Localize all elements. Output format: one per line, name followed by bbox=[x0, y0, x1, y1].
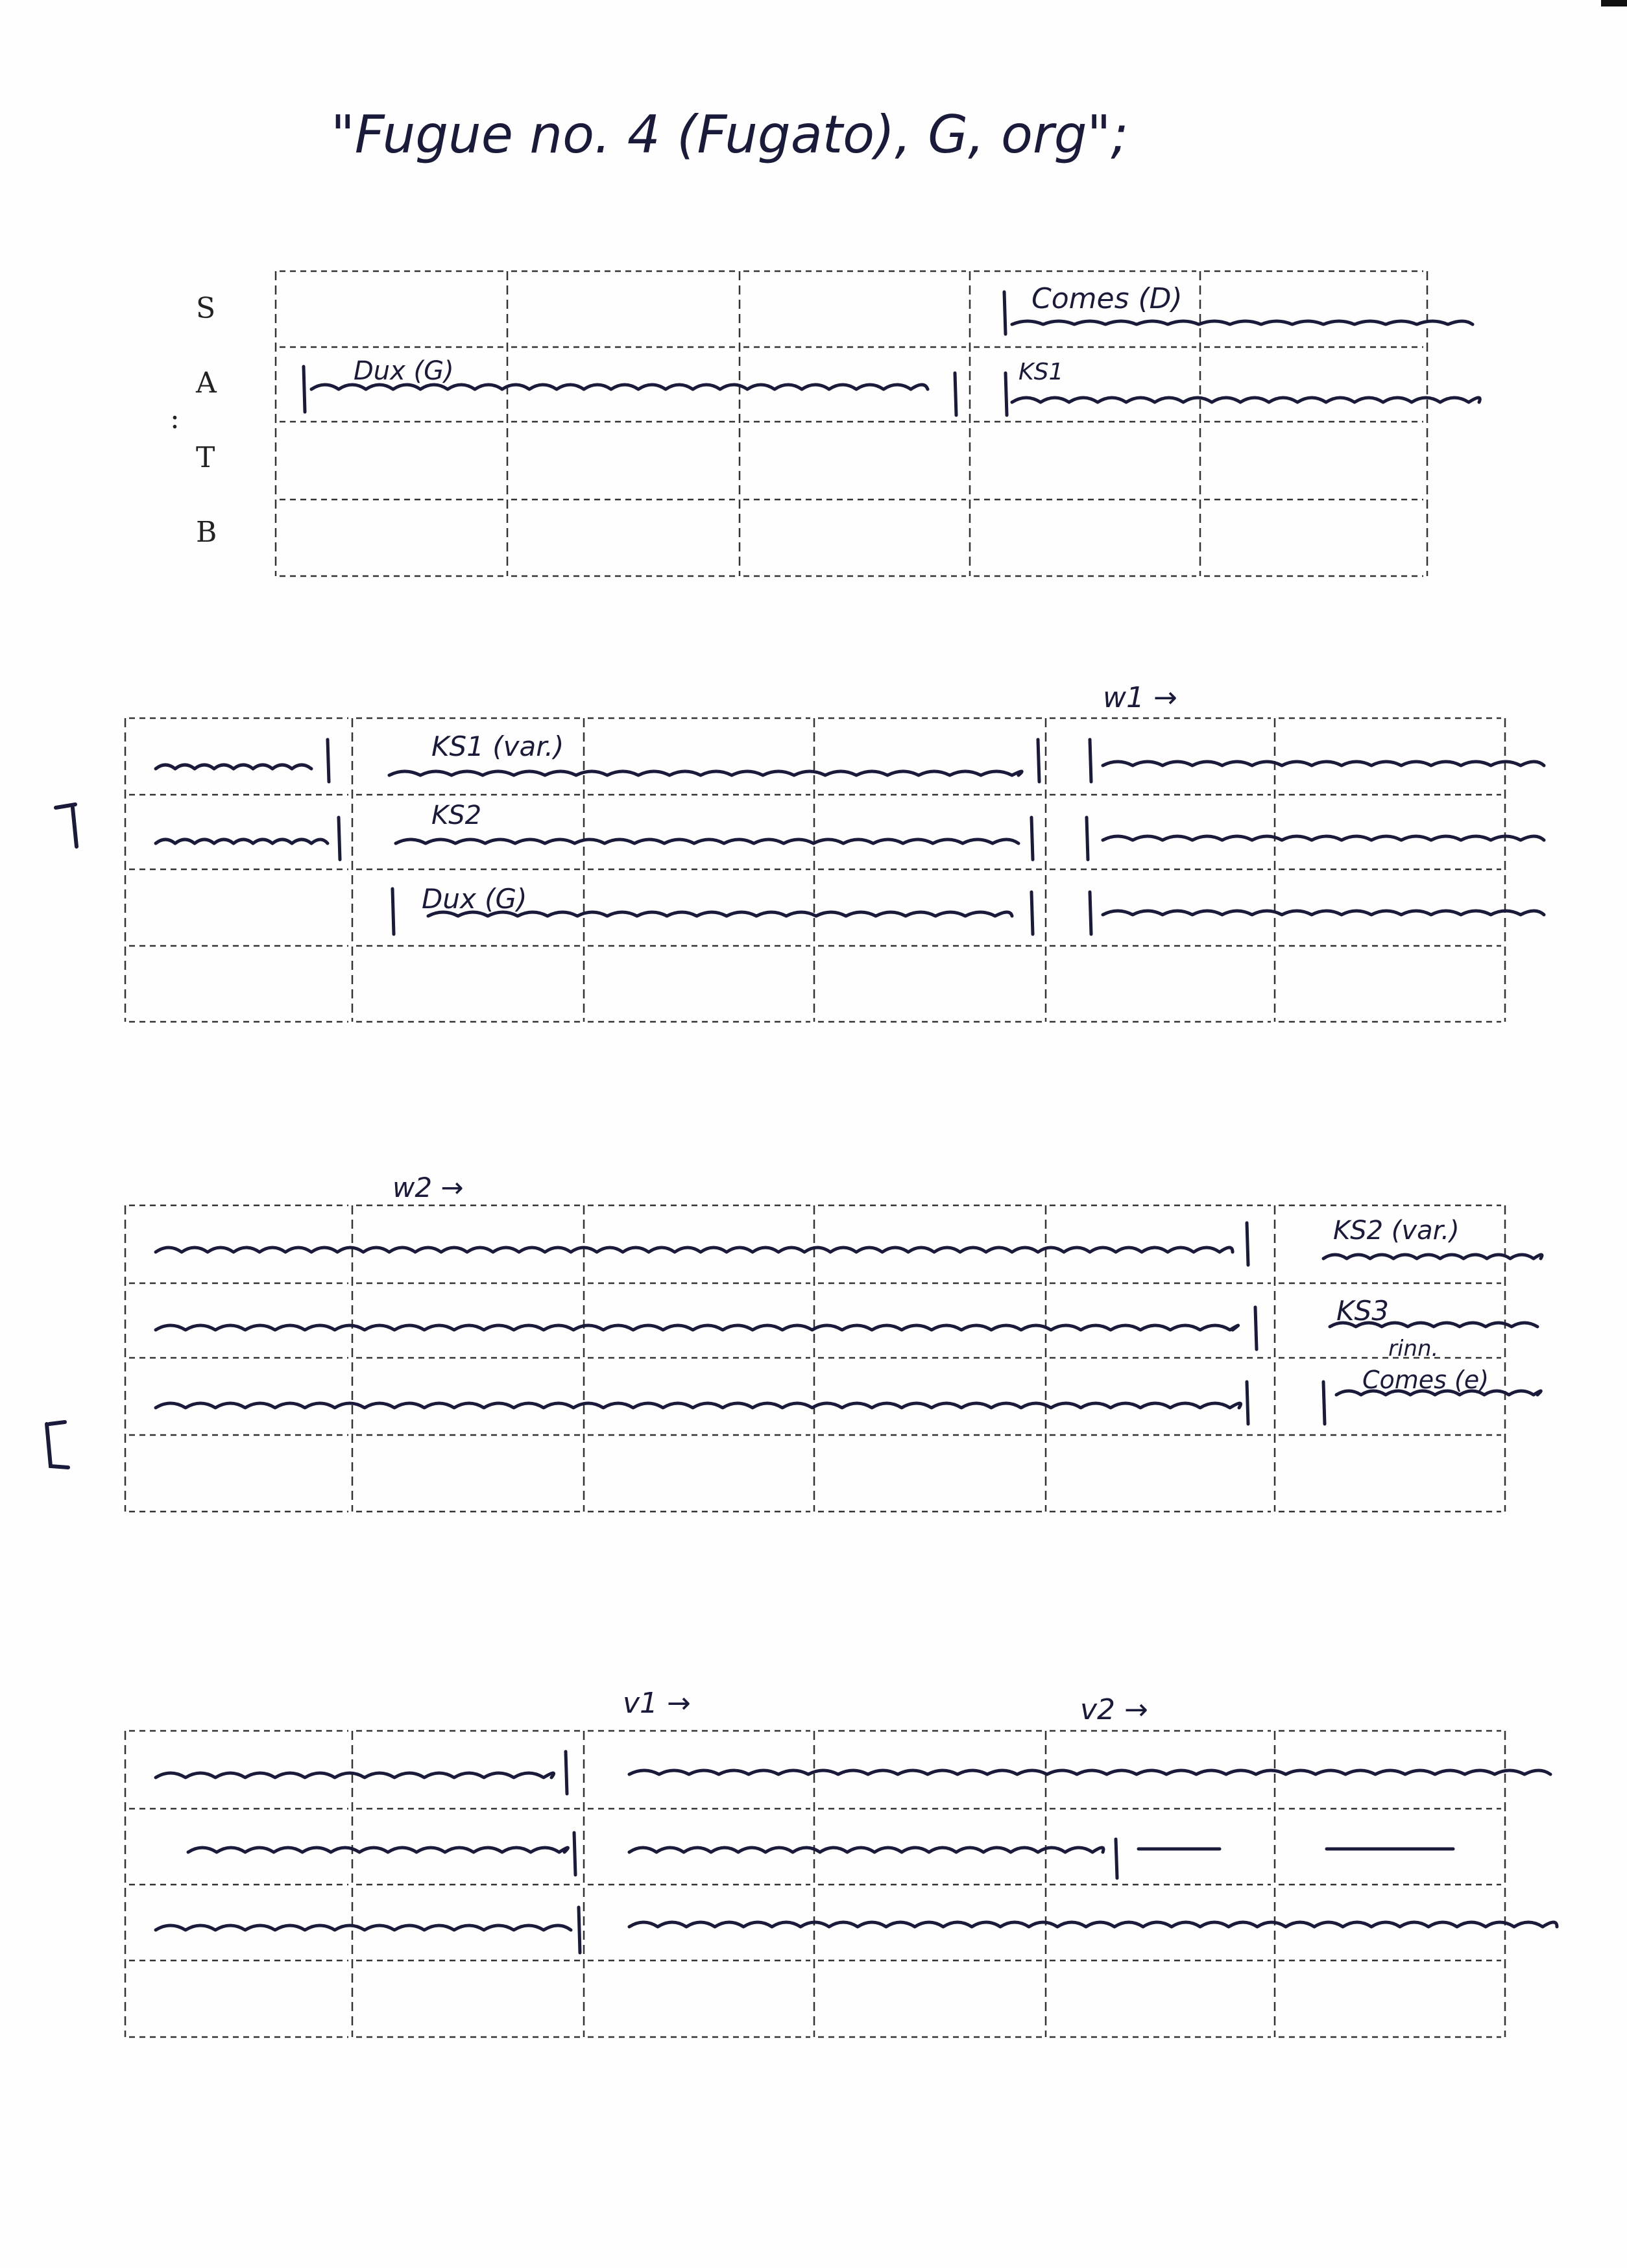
annotation-ks1-var: KS1 (var.) bbox=[431, 730, 564, 762]
system-1-grid bbox=[276, 271, 1427, 576]
voice-line bbox=[1103, 762, 1544, 766]
voice-line bbox=[188, 1848, 568, 1852]
voice-line bbox=[1012, 321, 1473, 324]
voice-line bbox=[389, 771, 1022, 775]
voice-line bbox=[156, 1925, 571, 1930]
annotation-ks3: KS3 bbox=[1336, 1295, 1389, 1327]
margin-brackets bbox=[47, 804, 77, 1467]
annotation-dux-2: Dux (G) bbox=[422, 883, 527, 915]
voice-line bbox=[156, 1773, 554, 1778]
handwritten-bar-marks bbox=[304, 292, 1453, 1953]
voice-line bbox=[629, 1848, 1103, 1852]
voice-line bbox=[156, 1325, 1238, 1330]
annotation-comes-1: Comes (D) bbox=[1031, 282, 1183, 315]
annotation-v1: v1 → bbox=[623, 1687, 691, 1720]
voice-line bbox=[156, 765, 311, 769]
voice-line bbox=[396, 839, 1018, 843]
annotation-ks1: KS1 bbox=[1018, 359, 1064, 385]
corner-mark bbox=[1601, 0, 1627, 6]
annotation-ks2: KS2 bbox=[431, 801, 482, 830]
voice-line bbox=[156, 1403, 1241, 1408]
annotation-ks2-var: KS2 (var.) bbox=[1333, 1216, 1460, 1246]
page-title: "Fugue no. 4 (Fugato), G, org"; bbox=[331, 104, 1129, 165]
voice-line bbox=[1103, 911, 1544, 915]
voice-label-tenor: T bbox=[196, 441, 215, 474]
system-2-grid bbox=[125, 718, 1505, 1022]
annotation-comes-2: Comes (e) bbox=[1362, 1366, 1489, 1394]
handwritten-voice-lines bbox=[156, 321, 1557, 1930]
voice-line bbox=[1103, 836, 1544, 840]
voice-line bbox=[629, 1770, 1550, 1774]
annotation-w2: w2 → bbox=[392, 1172, 464, 1203]
voice-label-bass: B bbox=[196, 516, 217, 549]
voice-labels bbox=[170, 292, 217, 549]
colon-mark: : bbox=[170, 402, 180, 435]
voice-line bbox=[1323, 1255, 1542, 1259]
voice-line bbox=[629, 1922, 1557, 1927]
annotation-w1: w1 → bbox=[1103, 681, 1177, 714]
voice-label-alto: A bbox=[196, 367, 217, 400]
annotation-dux-1: Dux (G) bbox=[354, 356, 454, 386]
voice-line bbox=[156, 1248, 1233, 1252]
annotation-v2: v2 → bbox=[1080, 1693, 1148, 1726]
voice-line bbox=[156, 839, 328, 843]
system-3-grid bbox=[125, 1205, 1505, 1512]
voice-line bbox=[1012, 398, 1480, 402]
annotation-rinn: rinn. bbox=[1388, 1336, 1439, 1362]
voice-label-soprano: S bbox=[196, 292, 216, 325]
